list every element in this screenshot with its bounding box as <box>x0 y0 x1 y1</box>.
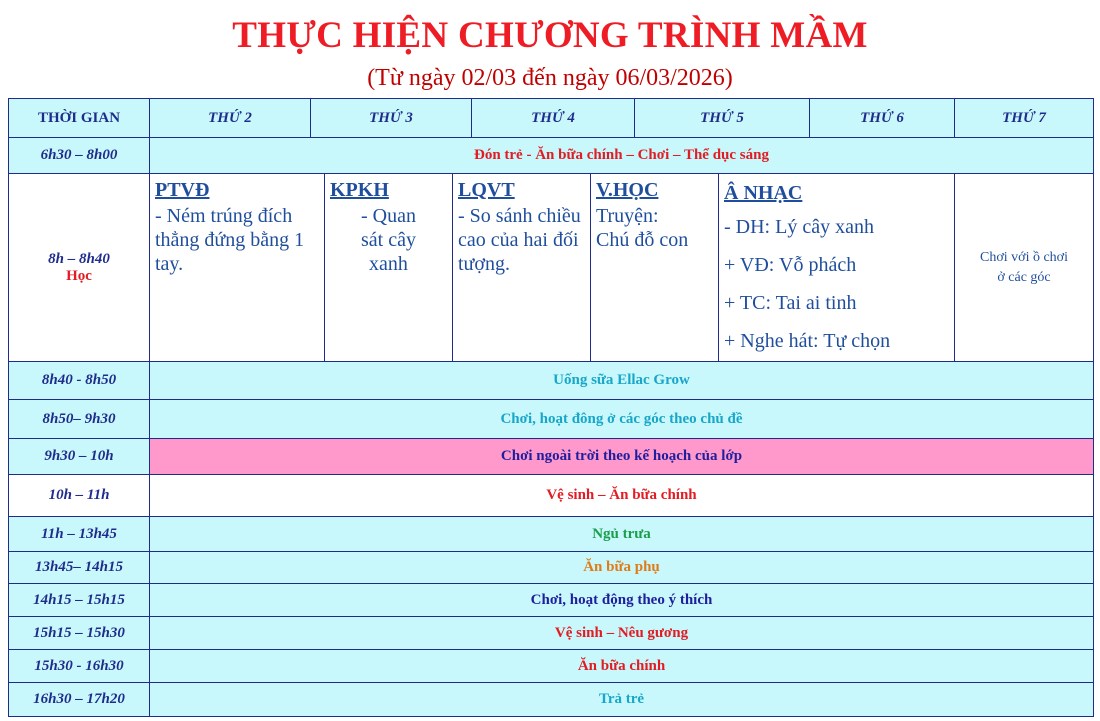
time-slot <box>8 438 150 475</box>
time-label: 10h – 11h <box>48 487 110 503</box>
activity-label: Ăn bữa chính <box>577 657 666 674</box>
time-slot <box>8 616 150 650</box>
time-label: 8h – 8h40 <box>48 250 110 267</box>
activity-label: Chơi, hoạt đông ở các góc theo chủ đề <box>500 410 743 427</box>
study-label: Học <box>66 267 92 284</box>
lesson-subject: PTVĐ <box>155 179 210 201</box>
lesson-line: + Nghe hát: Tự chọn <box>724 330 891 352</box>
time-slot <box>8 551 150 584</box>
time-label: 16h30 – 17h20 <box>33 691 125 707</box>
lesson-line: - So sánh chiều cao của hai đối tượng. <box>458 205 581 275</box>
time-slot <box>8 583 150 617</box>
activity-label: Vệ sinh – Ăn bữa chính <box>546 487 697 503</box>
lesson-subject: LQVT <box>458 179 515 201</box>
lesson-line: - Quan <box>361 205 416 227</box>
activity-cell <box>149 361 1094 400</box>
lesson-line: - DH: Lý cây xanh <box>724 216 874 238</box>
activity-cell <box>149 516 1094 552</box>
time-label: 8h50– 9h30 <box>42 410 116 427</box>
activity-cell <box>149 438 1094 475</box>
column-label: THỨ 7 <box>1002 109 1046 126</box>
lesson-line: Chú đỗ con <box>596 229 689 251</box>
time-slot <box>8 682 150 717</box>
activity-cell <box>149 649 1094 683</box>
date-range-subtitle: (Từ ngày 02/03 đến ngày 06/03/2026) <box>367 65 733 91</box>
lesson-wed <box>452 173 591 362</box>
time-label: 15h30 - 16h30 <box>34 657 124 674</box>
lesson-fri <box>718 173 955 362</box>
lesson-line: + VĐ: Vỗ phách <box>724 254 857 276</box>
activity-label: Chơi ngoài trời theo kế hoạch của lớp <box>500 448 743 464</box>
time-label: 15h15 – 15h30 <box>33 624 125 641</box>
lesson-line: ở các góc <box>997 269 1051 285</box>
column-label: THỜI GIAN <box>37 109 121 126</box>
activity-cell <box>149 616 1094 650</box>
time-slot <box>8 516 150 552</box>
lesson-subject: V.HỌC <box>596 179 659 201</box>
activity-cell <box>149 399 1094 439</box>
time-slot <box>8 649 150 683</box>
time-slot-study <box>8 173 150 362</box>
header-day-5 <box>634 98 810 138</box>
time-slot <box>8 474 150 517</box>
lesson-thu <box>590 173 719 362</box>
activity-label: Ngủ trưa <box>592 525 651 542</box>
header-day-2 <box>149 98 311 138</box>
time-slot <box>8 399 150 439</box>
column-label: THỨ 4 <box>531 109 575 126</box>
lesson-subject: KPKH <box>330 179 389 201</box>
activity-cell <box>149 137 1094 174</box>
time-label: 11h – 13h45 <box>41 525 117 542</box>
time-label: 6h30 – 8h00 <box>40 147 118 163</box>
lesson-sat <box>954 173 1094 362</box>
activity-label: Vệ sinh – Nêu gương <box>554 624 689 641</box>
activity-label: Ăn bữa phụ <box>583 559 660 575</box>
activity-cell <box>149 682 1094 717</box>
time-label: 14h15 – 15h15 <box>33 591 125 608</box>
header-day-6 <box>809 98 955 138</box>
activity-cell <box>149 551 1094 584</box>
time-label: 9h30 – 10h <box>44 448 114 464</box>
lesson-subject: Â NHẠC <box>724 182 803 204</box>
activity-cell <box>149 474 1094 517</box>
header-day-3 <box>310 98 472 138</box>
column-label: THỨ 3 <box>369 109 413 126</box>
activity-cell <box>149 583 1094 617</box>
activity-label: Trả trẻ <box>598 691 645 707</box>
time-slot <box>8 361 150 400</box>
lesson-tue <box>324 173 453 362</box>
activity-label: Đón trẻ - Ăn bữa chính – Chơi – Thể dục sáng <box>473 147 769 163</box>
lesson-line: sát cây <box>361 229 416 251</box>
time-label: 8h40 - 8h50 <box>41 372 117 388</box>
header-day-7 <box>954 98 1094 138</box>
page-title: THỰC HIỆN CHƯƠNG TRÌNH MẦM <box>232 15 868 56</box>
lesson-line: - Ném trúng đích thẳng đứng bằng 1 tay. <box>155 205 305 275</box>
header-day-4 <box>471 98 635 138</box>
column-label: THỨ 5 <box>700 109 744 126</box>
time-slot <box>8 137 150 174</box>
activity-label: Chơi, hoạt động theo ý thích <box>530 591 713 608</box>
lesson-line: xanh <box>369 253 408 275</box>
header-time-column <box>8 98 150 138</box>
lesson-line: + TC: Tai ai tinh <box>724 292 857 314</box>
lesson-line: Truyện: <box>596 205 659 227</box>
column-label: THỨ 2 <box>208 109 252 126</box>
lesson-line: Chơi với ồ chơi <box>980 249 1068 265</box>
time-label: 13h45– 14h15 <box>35 559 123 575</box>
lesson-mon <box>149 173 325 362</box>
column-label: THỨ 6 <box>860 109 904 126</box>
activity-label: Uống sữa Ellac Grow <box>553 372 690 388</box>
